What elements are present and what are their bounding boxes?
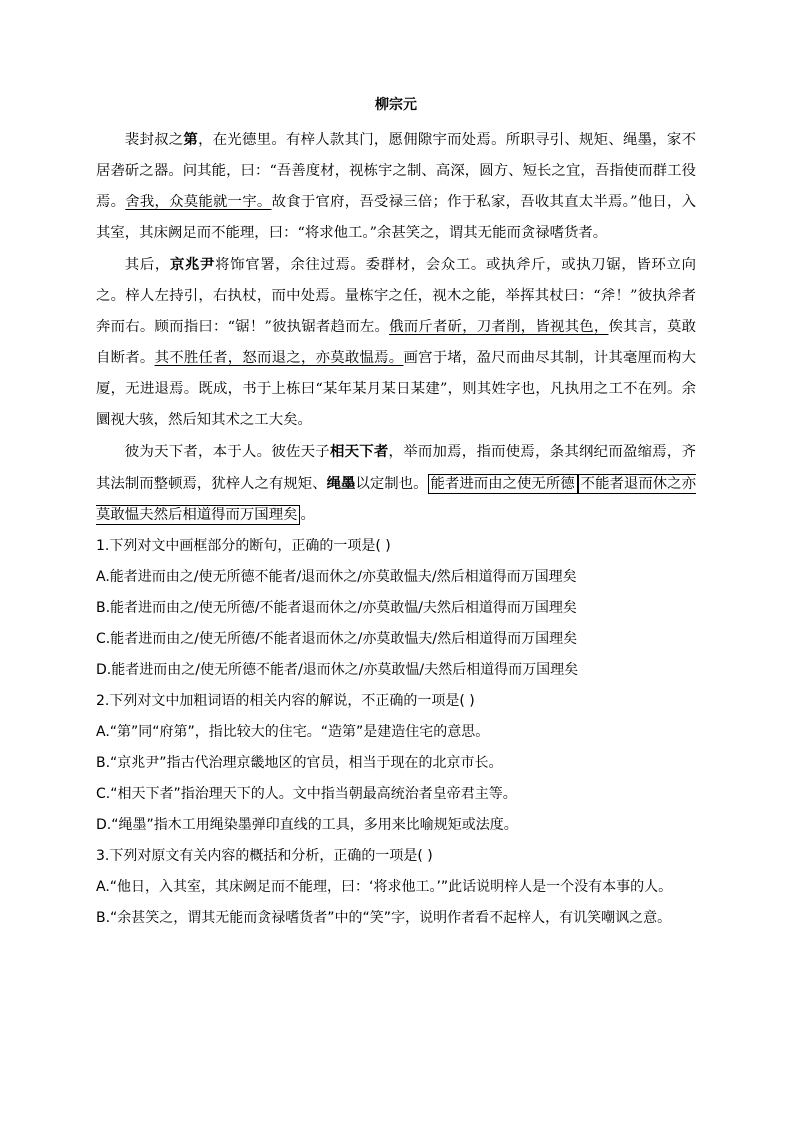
question-1 [96,531,696,686]
text-run: 故食于官府，吾受禄三倍；作于私家，吾收其直太半焉。”他日，入其室，其床阙足而不能理，曰：“将求他工。”余甚笑之，谓其无能而贪禄嗜货者。 [96,194,696,241]
passage-paragraph-1 [96,124,696,249]
passage-paragraph-2 [96,249,696,436]
passage-paragraph-3 [96,436,696,531]
question-stem: 2.下列对文中加粗词语的相关内容的解说，不正确的一项是( ) [96,693,475,709]
underlined-sentence: 舍我，众莫能就一宇。 [125,194,272,210]
text-run: 俟其言，莫敢自断者。 [96,319,696,366]
text-run: 其后， [124,257,170,273]
option-a: A.“他日，入其室，其床阙足而不能理，曰：‘将求他工。’”此话说明梓人是一个没有本事的人。 [96,879,673,895]
option-b: B.能者进而由之/使无所德/不能者退而休之/亦莫敢愠/夫然后相道得而万国理矣 [96,600,577,616]
option-b: B.“余甚笑之，谓其无能而贪禄嗜货者”中的“笑”字，说明作者看不起梓人，有讥笑嘲讽之意。 [96,910,672,926]
framed-passage-line-1: 能者进而由之使无所德 [428,474,578,494]
bold-word-shengmo: 绳墨 [326,475,356,492]
underlined-sentence: 其不胜任者，怒而退之，亦莫敢愠焉。 [154,350,404,366]
option-d: D.“绳墨”指木工用绳染墨弹印直线的工具，多用来比喻规矩或法度。 [96,817,518,833]
underlined-sentence: 俄而斤者斫，刀者削，皆视其色， [389,319,609,335]
bold-word-xiangtianxia: 相天下者 [329,443,389,460]
bold-word-di: 第 [183,131,199,148]
document-page [96,96,696,934]
document-title: 柳宗元 [375,97,417,113]
framed-passage-line-2: 不能者退而休之亦莫敢愠夫然后相道得而万国理矣 [96,476,696,523]
option-c: C.能者进而由之/使无所德/不能者退而休之/亦莫敢愠夫/然后相道得而万国理矣 [96,631,578,647]
question-3 [96,841,696,934]
question-stem: 1.下列对文中画框部分的断句，正确的一项是( ) [96,538,391,554]
text-run: 将饰官署，余往过焉。委群材，会众工。或执斧斤，或执刀锯，皆环立向之。梓人左持引，右执杖，而中处焉。量栋宇之任，视木之能，举挥其杖曰：“斧！”彼执斧者奔而右。顾而指曰：“锯！”彼执锯者趋而左。 [96,257,696,335]
option-b: B.“京兆尹”指古代治理京畿地区的官员，相当于现在的北京市长。 [96,755,503,771]
text-run: 。 [300,507,315,523]
option-a: A.“第”同“府第”，指比较大的住宅。“造第”是建造住宅的意思。 [96,724,490,740]
option-c: C.“相天下者”指治理天下的人。文中指当朝最高统治者皇帝君主等。 [96,786,517,802]
text-run: ，在光德里。有梓人款其门，愿佣隙宇而处焉。所职寻引、规矩、绳墨，家不居砻斫之器。问其能，曰：“吾善度材，视栋宇之制、高深，圆方、短长之宜，吾指使而群工役焉。 [96,132,696,210]
question-stem: 3.下列对原文有关内容的概括和分析，正确的一项是( ) [96,848,433,864]
question-2 [96,686,696,841]
text-run: 画宫于堵，盈尺而曲尽其制，计其毫厘而构大厦，无进退焉。既成，书于上栋曰“某年某月某日某建”，则其姓字也，凡执用之工不在列。余圜视大骇，然后知其术之工大矣。 [96,350,696,428]
text-run: 以定制也。 [355,476,428,492]
text-run: 裴封叔之 [124,132,184,148]
option-d: D.能者进而由之/使无所德不能者/退而休之/亦莫敢愠/夫然后相道得而万国理矣 [96,662,579,678]
text-run: 彼为天下者，本于人。彼佐天子 [124,444,330,460]
bold-word-jingzhaoyin: 京兆尹 [169,256,216,273]
option-a: A.能者进而由之/使无所德不能者/退而休之/亦莫敢愠夫/然后相道得而万国理矣 [96,569,577,585]
text-run: ，举而加焉，指而使焉，条其纲纪而盈缩焉，齐其法制而整顿焉，犹梓人之有规矩、 [96,444,696,492]
